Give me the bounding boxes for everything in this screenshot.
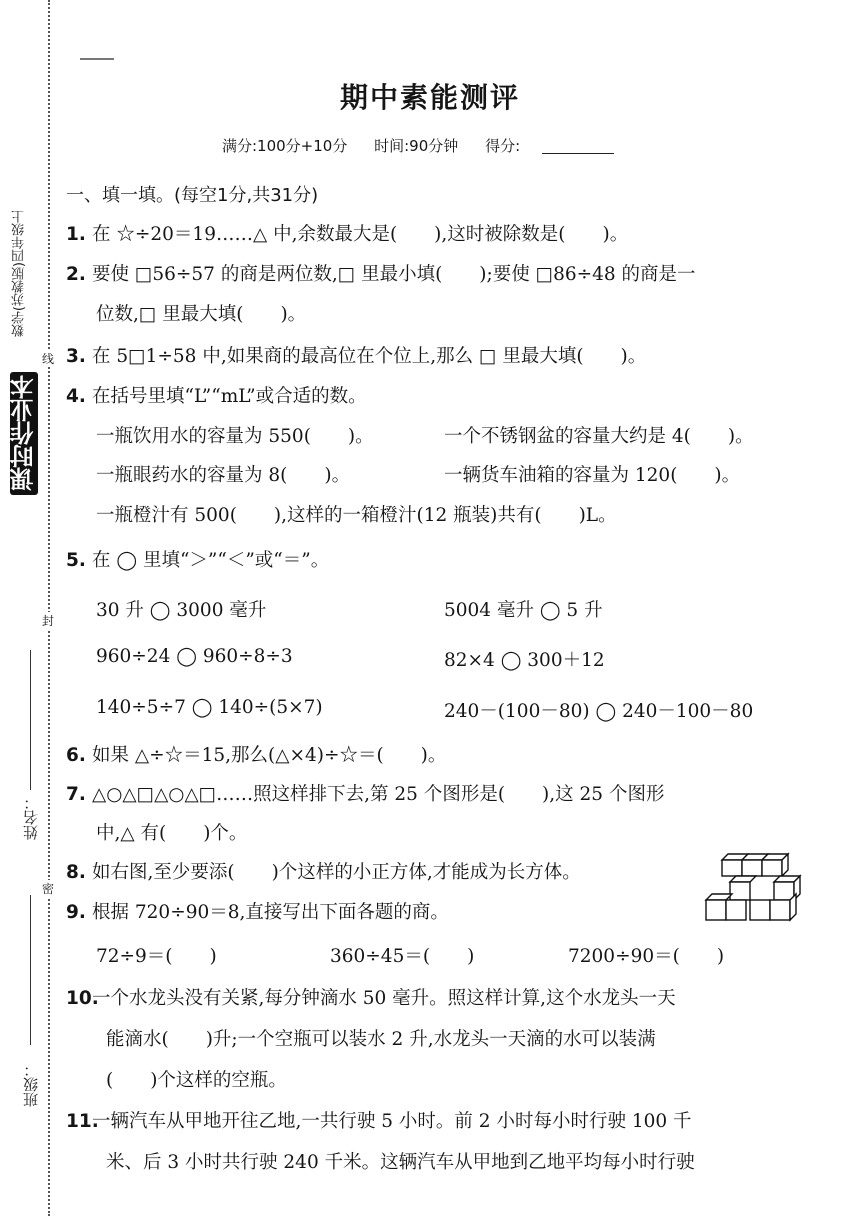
question-3: 3. 在 5□1÷58 中,如果商的最高位在个位上,那么 □ 里最大填( )。 bbox=[66, 346, 647, 367]
page-title: 期中素能测评 bbox=[339, 81, 520, 114]
question-10: 10.一个水龙头没有关紧,每分钟滴水 50 毫升。照这样计算,这个水龙头一天 bbox=[66, 988, 676, 1009]
question-9: 9. 根据 720÷90＝8,直接写出下面各题的商。 bbox=[66, 902, 449, 923]
binding-margin bbox=[0, 0, 62, 1216]
score-blank[interactable] bbox=[542, 153, 614, 154]
class-label: 班级： bbox=[22, 1062, 40, 1107]
question-11-cont: 米、后 3 小时共行驶 240 千米。这辆汽车从甲地到乙地平均每小时行驶 bbox=[106, 1152, 695, 1173]
brand-logo: 课时作业本 bbox=[6, 372, 41, 495]
cube-figure bbox=[704, 852, 804, 924]
question-9-c: 7200÷90＝( ) bbox=[568, 946, 725, 967]
question-5-a: 30 升 ◯ 3000 毫升 bbox=[96, 600, 267, 621]
exam-meta bbox=[222, 135, 636, 156]
name-blank bbox=[30, 650, 31, 790]
time-limit: 时间:90分钟 bbox=[374, 137, 459, 155]
question-2-cont: 位数,□ 里最大填( )。 bbox=[96, 304, 307, 325]
question-4-d: 一辆货车油箱的容量为 120( )。 bbox=[444, 465, 741, 486]
question-6: 6. 如果 △÷☆＝15,那么(△×4)÷☆＝( )。 bbox=[66, 745, 447, 766]
name-label: 姓名： bbox=[22, 795, 40, 840]
seal-mark-dense: 密 bbox=[42, 882, 55, 896]
question-4-e: 一瓶橙汁有 500( ),这样的一箱橙汁(12 瓶装)共有( )L。 bbox=[96, 505, 617, 526]
question-7-cont: 中,△ 有( )个。 bbox=[96, 823, 248, 844]
question-9-b: 360÷45＝( ) bbox=[330, 946, 475, 967]
question-2: 2. 要使 □56÷57 的商是两位数,□ 里最小填( );要使 □86÷48 的商是一 bbox=[66, 264, 696, 285]
question-4-b: 一个不锈钢盆的容量大约是 4( )。 bbox=[444, 426, 754, 447]
seal-mark-seal: 封 bbox=[42, 614, 55, 628]
question-5-c: 960÷24 ◯ 960÷8÷3 bbox=[96, 646, 293, 667]
question-5-d: 82×4 ◯ 300＋12 bbox=[444, 650, 605, 671]
question-9-a: 72÷9＝( ) bbox=[96, 946, 217, 967]
question-10-cont: 能滴水( )升;一个空瓶可以装水 2 升,水龙头一天滴的水可以装满 bbox=[106, 1029, 656, 1050]
question-11: 11.一辆汽车从甲地开往乙地,一共行驶 5 小时。前 2 小时每小时行驶 100 千 bbox=[66, 1111, 692, 1132]
question-5-b: 5004 毫升 ◯ 5 升 bbox=[444, 600, 603, 621]
question-5-e: 140÷5÷7 ◯ 140÷(5×7) bbox=[96, 697, 323, 718]
question-10-cont-2: ( )个这样的空瓶。 bbox=[106, 1070, 287, 1091]
full-score: 满分:100分+10分 bbox=[222, 137, 348, 155]
question-5-f: 240－(100－80) ◯ 240－100－80 bbox=[444, 701, 754, 722]
question-4-a: 一瓶饮用水的容量为 550( )。 bbox=[96, 426, 374, 447]
question-4-c: 一瓶眼药水的容量为 8( )。 bbox=[96, 465, 351, 486]
question-5: 5. 在 ◯ 里填“＞”“＜”或“＝”。 bbox=[66, 550, 330, 571]
decor-stroke bbox=[80, 58, 114, 60]
question-7: 7. △○△□△○△□……照这样排下去,第 25 个图形是( ),这 25 个图形 bbox=[66, 784, 665, 805]
book-label: 数学(苏教版)四年级上 bbox=[12, 210, 27, 338]
class-blank bbox=[30, 895, 31, 1045]
seal-mark-line: 线 bbox=[42, 352, 55, 366]
question-8: 8. 如右图,至少要添( )个这样的小正方体,才能成为长方体。 bbox=[66, 862, 581, 883]
score-label: 得分: bbox=[485, 137, 521, 155]
question-4: 4. 在括号里填“L”“mL”或合适的数。 bbox=[66, 386, 367, 407]
question-1: 1. 在 ☆÷20＝19……△ 中,余数最大是( ),这时被除数是( )。 bbox=[66, 224, 629, 245]
section-heading: 一、填一填。(每空1分,共31分) bbox=[66, 185, 319, 206]
cut-line bbox=[48, 0, 50, 1216]
